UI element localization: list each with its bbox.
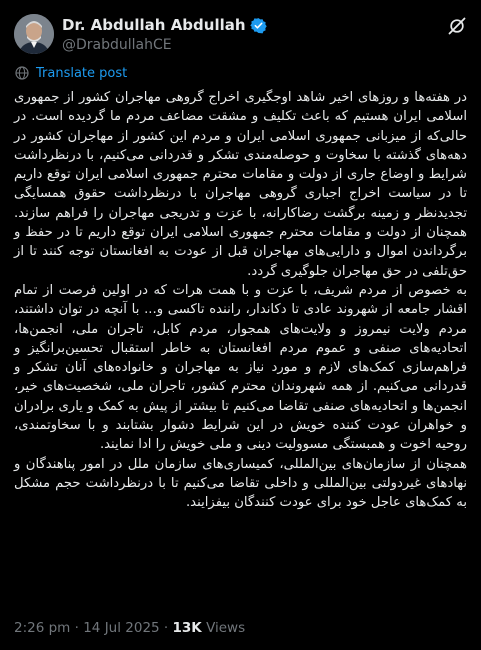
meta-separator: · (163, 620, 169, 636)
translate-post-link[interactable] (14, 65, 127, 81)
post-text: در هفته‌ها و روزهای اخیر شاهد اوجگیری اخراج گروهی مهاجران کشور از جمهوری اسلامی ایران هستیم که باعث تکلیف و مشقت مضاعف مردم ما گردیده است. در حالی‌که از میزبانی جمهوری اسلامی ایران و مردم این کشور از مهاجران کشور در دهه‌های گذشته با سخاوت و حوصله‌مندی تشکر و قدردانی می‌کنیم، با درنظرداشت شرایط و اوضاع جاری از دولت و مقامات محترم جمهوری اسلامی ایران توقع داریم تا در سیاست اخراج اجباری گروهی مهاجران با درنظرداشت حقوق همسایگی تجدیدنظر و زمینه برگشت رضاکارانه، با عزت و تدریجی مهاجران را فراهم سازند. همچنان از دولت و مقامات محترم جمهوری اسلامی ایران توقع داریم تا در حفظ و برگرداندن اموال و دارایی‌های مهاجران قبل از عودت به افغانستان توجه کنند تا از حق‌تلفی در حق مهاجران جلوگیری گردد. به خصوص از مردم شریف، با عزت و با همت هرات که در اولین فرصت از تمام اقشار جامعه از شهروند عادی تا دکاندار، راننده تاکسی و... با آنچه در توان داشتند، مردم ولایت نیمروز و ولایت‌های همجوار، مردم کابل، تاجران ملی، انجمن‌ها، اتحادیه‌های صنفی و عموم مردم افغانستان به خاطر استقبال تحسین‌برانگیز و فراهم‌سازی کمک‌های لازم و مورد نیاز به مهاجران و خانواده‌های آنان تشکر و قدردانی می‌کنیم. از همه شهروندان محترم کشور، تاجران ملی، شخصیت‌های خیر، انجمن‌ها و اتحادیه‌های صنفی تقاضا می‌کنیم تا بیشتر از پیش به کمک و یاری برادران و خواهران عودت کننده خویش در این شرایط دشوار بشتابند و با سخاوتمندی، روحیه اخوت و همبستگی مسوولیت دینی و ملی خویش را ادا نمایند. همچنان از سازمان‌های بین‌المللی، کمیساری‌های سازمان ملل در امور پناهندگان و نهادهای غیردولتی بین‌المللی و داخلی تقاضا می‌کنیم تا با درنظرداشت حجم مشکل به کمک‌های عاجل خود برای عودت کنندگان بیفزایند. (14, 90, 467, 511)
grok-icon[interactable] (447, 16, 467, 36)
author-handle[interactable]: @DrabdullahCE (62, 37, 172, 53)
avatar-photo (14, 14, 54, 54)
post-header (14, 14, 467, 58)
views-count[interactable]: 13K (172, 620, 202, 636)
avatar[interactable] (14, 14, 54, 54)
verified-badge-icon[interactable] (250, 17, 267, 34)
translate-post-label[interactable]: Translate post (36, 65, 128, 81)
globe-icon (14, 65, 30, 81)
meta-separator: · (74, 620, 79, 636)
post-time[interactable]: 2:26 pm (14, 620, 71, 636)
post-metadata (14, 620, 245, 636)
author-display-name[interactable]: Dr. Abdullah Abdullah (62, 16, 246, 34)
post-date[interactable]: 14 Jul 2025 (83, 620, 160, 636)
views-label: Views (206, 620, 246, 636)
